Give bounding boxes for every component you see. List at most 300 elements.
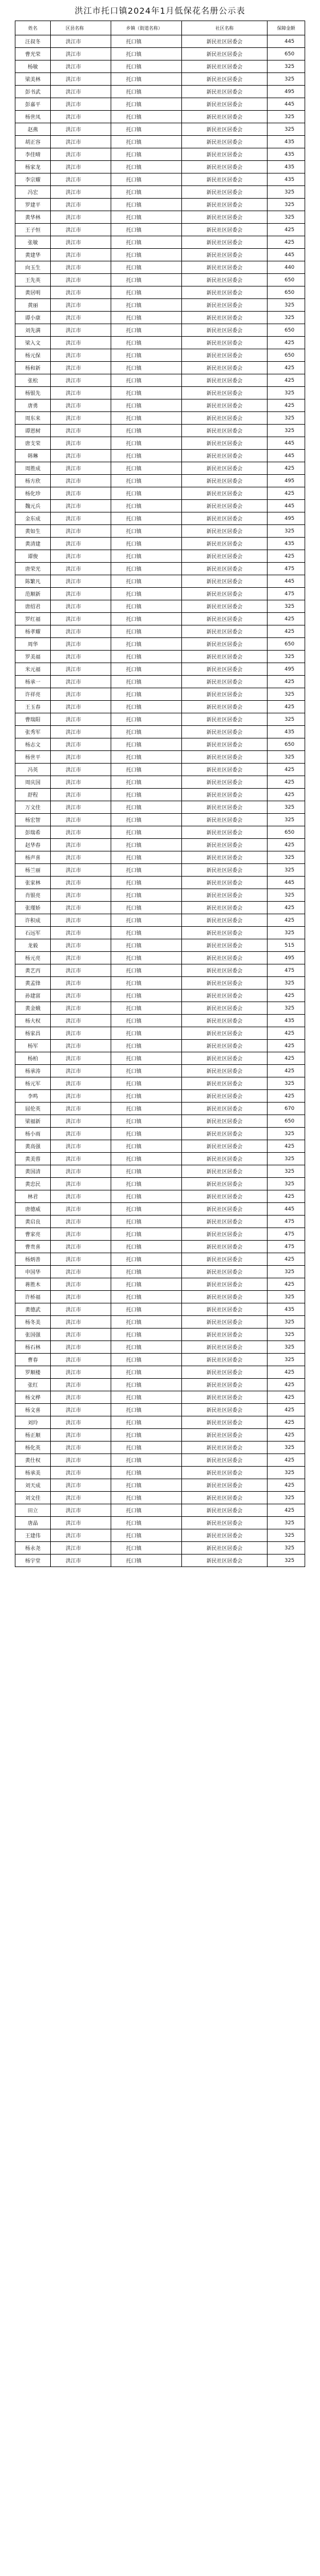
cell-amount: 475 bbox=[268, 964, 305, 977]
table-row bbox=[15, 1316, 305, 1329]
cell-community: 新民社区居委会 bbox=[182, 1429, 268, 1442]
cell-district: 洪江市 bbox=[51, 1555, 111, 1567]
table-row bbox=[15, 1391, 305, 1404]
cell-town: 托口镇 bbox=[111, 1366, 182, 1379]
cell-town: 托口镇 bbox=[111, 1140, 182, 1153]
cell-district: 洪江市 bbox=[51, 613, 111, 625]
cell-name: 周胜成 bbox=[15, 462, 51, 475]
cell-community: 新民社区居委会 bbox=[182, 487, 268, 500]
cell-name: 黄华林 bbox=[15, 211, 51, 224]
cell-town: 托口镇 bbox=[111, 224, 182, 236]
cell-name: 石远军 bbox=[15, 927, 51, 939]
cell-district: 洪江市 bbox=[51, 1140, 111, 1153]
cell-district: 洪江市 bbox=[51, 186, 111, 199]
cell-district: 洪江市 bbox=[51, 525, 111, 538]
cell-amount: 325 bbox=[268, 1165, 305, 1178]
cell-amount: 425 bbox=[268, 399, 305, 412]
table-row bbox=[15, 663, 305, 676]
cell-community: 新民社区居委会 bbox=[182, 801, 268, 814]
cell-community: 新民社区居委会 bbox=[182, 1329, 268, 1341]
header-town: 乡镇（街道名称） bbox=[111, 21, 182, 35]
cell-town: 托口镇 bbox=[111, 663, 182, 676]
cell-community: 新民社区居委会 bbox=[182, 1492, 268, 1504]
cell-community: 新民社区居委会 bbox=[182, 877, 268, 889]
cell-town: 托口镇 bbox=[111, 776, 182, 789]
table-row bbox=[15, 1278, 305, 1291]
cell-name: 李宗耀 bbox=[15, 173, 51, 186]
cell-community: 新民社区居委会 bbox=[182, 789, 268, 801]
table-row bbox=[15, 600, 305, 613]
cell-community: 新民社区居委会 bbox=[182, 1015, 268, 1027]
table-row bbox=[15, 1090, 305, 1103]
cell-amount: 435 bbox=[268, 1015, 305, 1027]
table-row bbox=[15, 161, 305, 173]
cell-town: 托口镇 bbox=[111, 1341, 182, 1354]
cell-name: 杨元保 bbox=[15, 349, 51, 362]
cell-name: 杨承涛 bbox=[15, 1065, 51, 1077]
table-row bbox=[15, 738, 305, 751]
cell-amount: 425 bbox=[268, 1416, 305, 1429]
cell-town: 托口镇 bbox=[111, 1015, 182, 1027]
cell-community: 新民社区居委会 bbox=[182, 1153, 268, 1165]
cell-town: 托口镇 bbox=[111, 1103, 182, 1115]
cell-community: 新民社区居委会 bbox=[182, 952, 268, 964]
table-row bbox=[15, 1115, 305, 1128]
cell-district: 洪江市 bbox=[51, 450, 111, 462]
cell-district: 洪江市 bbox=[51, 412, 111, 425]
cell-amount: 325 bbox=[268, 600, 305, 613]
table-row bbox=[15, 801, 305, 814]
table-row bbox=[15, 851, 305, 864]
header-row bbox=[15, 21, 305, 35]
cell-district: 洪江市 bbox=[51, 462, 111, 475]
cell-name: 冯宏 bbox=[15, 186, 51, 199]
cell-town: 托口镇 bbox=[111, 1404, 182, 1416]
cell-community: 新民社区居委会 bbox=[182, 977, 268, 990]
cell-name: 杨正顺 bbox=[15, 1429, 51, 1442]
cell-district: 洪江市 bbox=[51, 1002, 111, 1015]
cell-community: 新民社区居委会 bbox=[182, 651, 268, 663]
cell-name: 肖银亮 bbox=[15, 889, 51, 902]
cell-town: 托口镇 bbox=[111, 789, 182, 801]
cell-district: 洪江市 bbox=[51, 199, 111, 211]
cell-community: 新民社区居委会 bbox=[182, 1366, 268, 1379]
cell-name: 刘文佳 bbox=[15, 1492, 51, 1504]
table-row bbox=[15, 1379, 305, 1391]
table-row bbox=[15, 713, 305, 726]
cell-town: 托口镇 bbox=[111, 1542, 182, 1555]
cell-amount: 425 bbox=[268, 362, 305, 374]
cell-district: 洪江市 bbox=[51, 851, 111, 864]
cell-amount: 325 bbox=[268, 1291, 305, 1303]
cell-name: 杨冬美 bbox=[15, 1316, 51, 1329]
cell-district: 洪江市 bbox=[51, 362, 111, 374]
cell-name: 曹瑞阳 bbox=[15, 713, 51, 726]
cell-name: 杨世平 bbox=[15, 751, 51, 764]
cell-name: 魏元兵 bbox=[15, 500, 51, 512]
table-row bbox=[15, 60, 305, 73]
cell-community: 新民社区居委会 bbox=[182, 1165, 268, 1178]
cell-town: 托口镇 bbox=[111, 450, 182, 462]
cell-community: 新民社区居委会 bbox=[182, 738, 268, 751]
cell-district: 洪江市 bbox=[51, 952, 111, 964]
cell-town: 托口镇 bbox=[111, 425, 182, 437]
cell-district: 洪江市 bbox=[51, 776, 111, 789]
cell-amount: 445 bbox=[268, 450, 305, 462]
table-row bbox=[15, 1065, 305, 1077]
cell-community: 新民社区居委会 bbox=[182, 437, 268, 450]
cell-town: 托口镇 bbox=[111, 274, 182, 286]
cell-name: 杨银先 bbox=[15, 387, 51, 399]
cell-community: 新民社区居委会 bbox=[182, 1454, 268, 1467]
cell-community: 新民社区居委会 bbox=[182, 1027, 268, 1040]
cell-district: 洪江市 bbox=[51, 1416, 111, 1429]
table-row bbox=[15, 1153, 305, 1165]
cell-district: 洪江市 bbox=[51, 73, 111, 86]
cell-town: 托口镇 bbox=[111, 826, 182, 839]
cell-amount: 325 bbox=[268, 1128, 305, 1140]
cell-community: 新民社区居委会 bbox=[182, 864, 268, 877]
cell-town: 托口镇 bbox=[111, 1178, 182, 1190]
cell-district: 洪江市 bbox=[51, 889, 111, 902]
cell-amount: 425 bbox=[268, 337, 305, 349]
cell-district: 洪江市 bbox=[51, 538, 111, 550]
cell-district: 洪江市 bbox=[51, 663, 111, 676]
cell-community: 新民社区居委会 bbox=[182, 826, 268, 839]
cell-district: 洪江市 bbox=[51, 1354, 111, 1366]
cell-name: 唐德威 bbox=[15, 1203, 51, 1216]
cell-community: 新民社区居委会 bbox=[182, 123, 268, 136]
cell-town: 托口镇 bbox=[111, 1291, 182, 1303]
cell-amount: 650 bbox=[268, 274, 305, 286]
table-row bbox=[15, 1190, 305, 1203]
cell-district: 洪江市 bbox=[51, 1266, 111, 1278]
table-row bbox=[15, 324, 305, 337]
table-row bbox=[15, 1165, 305, 1178]
cell-amount: 425 bbox=[268, 1027, 305, 1040]
table-row bbox=[15, 286, 305, 299]
cell-name: 黄启良 bbox=[15, 1216, 51, 1228]
table-row bbox=[15, 86, 305, 98]
cell-amount: 425 bbox=[268, 990, 305, 1002]
cell-amount: 425 bbox=[268, 1504, 305, 1517]
table-row bbox=[15, 374, 305, 387]
cell-amount: 650 bbox=[268, 738, 305, 751]
cell-district: 洪江市 bbox=[51, 927, 111, 939]
cell-district: 洪江市 bbox=[51, 588, 111, 600]
table-row bbox=[15, 236, 305, 249]
cell-community: 新民社区居委会 bbox=[182, 98, 268, 111]
cell-name: 曹光荣 bbox=[15, 48, 51, 60]
cell-district: 洪江市 bbox=[51, 1216, 111, 1228]
cell-community: 新民社区居委会 bbox=[182, 1504, 268, 1517]
cell-community: 新民社区居委会 bbox=[182, 512, 268, 525]
cell-amount: 325 bbox=[268, 186, 305, 199]
cell-amount: 425 bbox=[268, 1040, 305, 1052]
cell-district: 洪江市 bbox=[51, 638, 111, 651]
cell-district: 洪江市 bbox=[51, 914, 111, 927]
table-row bbox=[15, 550, 305, 563]
cell-district: 洪江市 bbox=[51, 1178, 111, 1190]
table-row bbox=[15, 173, 305, 186]
cell-town: 托口镇 bbox=[111, 1002, 182, 1015]
cell-district: 洪江市 bbox=[51, 1303, 111, 1316]
cell-name: 王建伟 bbox=[15, 1529, 51, 1542]
cell-community: 新民社区居委会 bbox=[182, 324, 268, 337]
cell-community: 新民社区居委会 bbox=[182, 1354, 268, 1366]
cell-name: 杨承一 bbox=[15, 676, 51, 688]
cell-district: 洪江市 bbox=[51, 1027, 111, 1040]
cell-community: 新民社区居委会 bbox=[182, 1203, 268, 1216]
cell-name: 杨文桦 bbox=[15, 1391, 51, 1404]
cell-town: 托口镇 bbox=[111, 1416, 182, 1429]
cell-amount: 425 bbox=[268, 1379, 305, 1391]
cell-community: 新民社区居委会 bbox=[182, 1555, 268, 1567]
cell-name: 杨承美 bbox=[15, 1467, 51, 1479]
cell-name: 黄孟锋 bbox=[15, 977, 51, 990]
cell-amount: 325 bbox=[268, 889, 305, 902]
table-row bbox=[15, 362, 305, 374]
cell-community: 新民社区居委会 bbox=[182, 73, 268, 86]
cell-community: 新民社区居委会 bbox=[182, 1542, 268, 1555]
cell-town: 托口镇 bbox=[111, 525, 182, 538]
cell-amount: 325 bbox=[268, 1002, 305, 1015]
cell-community: 新民社区居委会 bbox=[182, 588, 268, 600]
table-row bbox=[15, 224, 305, 236]
cell-town: 托口镇 bbox=[111, 1391, 182, 1404]
cell-amount: 650 bbox=[268, 1115, 305, 1128]
table-row bbox=[15, 676, 305, 688]
cell-name: 蒋胜木 bbox=[15, 1278, 51, 1291]
table-row bbox=[15, 651, 305, 663]
table-row bbox=[15, 399, 305, 412]
cell-district: 洪江市 bbox=[51, 1228, 111, 1241]
cell-community: 新民社区居委会 bbox=[182, 1316, 268, 1329]
cell-town: 托口镇 bbox=[111, 324, 182, 337]
cell-town: 托口镇 bbox=[111, 964, 182, 977]
cell-amount: 445 bbox=[268, 575, 305, 588]
cell-name: 杨文喜 bbox=[15, 1404, 51, 1416]
cell-name: 黄金娥 bbox=[15, 1002, 51, 1015]
cell-town: 托口镇 bbox=[111, 864, 182, 877]
cell-town: 托口镇 bbox=[111, 199, 182, 211]
cell-amount: 445 bbox=[268, 35, 305, 48]
header-amount: 保障金额 bbox=[268, 21, 305, 35]
cell-district: 洪江市 bbox=[51, 161, 111, 173]
table-row bbox=[15, 1002, 305, 1015]
cell-town: 托口镇 bbox=[111, 902, 182, 914]
cell-community: 新民社区居委会 bbox=[182, 1140, 268, 1153]
cell-district: 洪江市 bbox=[51, 651, 111, 663]
cell-town: 托口镇 bbox=[111, 814, 182, 826]
cell-district: 洪江市 bbox=[51, 1467, 111, 1479]
cell-amount: 515 bbox=[268, 939, 305, 952]
cell-community: 新民社区居委会 bbox=[182, 676, 268, 688]
cell-amount: 425 bbox=[268, 1366, 305, 1379]
cell-town: 托口镇 bbox=[111, 563, 182, 575]
table-row bbox=[15, 839, 305, 851]
table-row bbox=[15, 613, 305, 625]
table-row bbox=[15, 111, 305, 123]
cell-amount: 495 bbox=[268, 663, 305, 676]
cell-town: 托口镇 bbox=[111, 412, 182, 425]
table-row bbox=[15, 990, 305, 1002]
cell-town: 托口镇 bbox=[111, 186, 182, 199]
cell-name: 张松 bbox=[15, 374, 51, 387]
cell-amount: 325 bbox=[268, 111, 305, 123]
table-row bbox=[15, 751, 305, 764]
cell-town: 托口镇 bbox=[111, 1266, 182, 1278]
cell-amount: 445 bbox=[268, 437, 305, 450]
cell-amount: 425 bbox=[268, 462, 305, 475]
cell-name: 孙建富 bbox=[15, 990, 51, 1002]
cell-community: 新民社区居委会 bbox=[182, 1479, 268, 1492]
cell-amount: 425 bbox=[268, 613, 305, 625]
cell-amount: 325 bbox=[268, 1077, 305, 1090]
table-row bbox=[15, 98, 305, 111]
cell-name: 梁入文 bbox=[15, 337, 51, 349]
cell-district: 洪江市 bbox=[51, 625, 111, 638]
cell-town: 托口镇 bbox=[111, 487, 182, 500]
cell-district: 洪江市 bbox=[51, 1241, 111, 1253]
cell-name: 周华 bbox=[15, 638, 51, 651]
cell-name: 冯英 bbox=[15, 764, 51, 776]
cell-district: 洪江市 bbox=[51, 1291, 111, 1303]
cell-town: 托口镇 bbox=[111, 1128, 182, 1140]
table-row bbox=[15, 1354, 305, 1366]
cell-amount: 650 bbox=[268, 48, 305, 60]
table-row bbox=[15, 701, 305, 713]
header-name: 姓名 bbox=[15, 21, 51, 35]
cell-amount: 325 bbox=[268, 1178, 305, 1190]
cell-community: 新民社区居委会 bbox=[182, 387, 268, 399]
cell-name: 杨敏 bbox=[15, 60, 51, 73]
cell-amount: 425 bbox=[268, 1479, 305, 1492]
cell-amount: 650 bbox=[268, 638, 305, 651]
cell-amount: 325 bbox=[268, 299, 305, 312]
cell-district: 洪江市 bbox=[51, 399, 111, 412]
cell-name: 杨家龙 bbox=[15, 161, 51, 173]
table-row bbox=[15, 186, 305, 199]
table-row bbox=[15, 977, 305, 990]
cell-amount: 325 bbox=[268, 1329, 305, 1341]
cell-town: 托口镇 bbox=[111, 1065, 182, 1077]
table-row bbox=[15, 337, 305, 349]
cell-town: 托口镇 bbox=[111, 73, 182, 86]
cell-amount: 425 bbox=[268, 902, 305, 914]
cell-amount: 425 bbox=[268, 1429, 305, 1442]
cell-town: 托口镇 bbox=[111, 588, 182, 600]
cell-name: 杨家昌 bbox=[15, 1027, 51, 1040]
cell-district: 洪江市 bbox=[51, 1115, 111, 1128]
cell-district: 洪江市 bbox=[51, 1504, 111, 1517]
cell-community: 新民社区居委会 bbox=[182, 525, 268, 538]
cell-town: 托口镇 bbox=[111, 1442, 182, 1454]
cell-district: 洪江市 bbox=[51, 1454, 111, 1467]
cell-name: 韩琳 bbox=[15, 450, 51, 462]
cell-community: 新民社区居委会 bbox=[182, 1090, 268, 1103]
cell-community: 新民社区居委会 bbox=[182, 1303, 268, 1316]
cell-name: 杨宇堂 bbox=[15, 1555, 51, 1567]
cell-community: 新民社区居委会 bbox=[182, 701, 268, 713]
cell-community: 新民社区居委会 bbox=[182, 1341, 268, 1354]
cell-amount: 325 bbox=[268, 1529, 305, 1542]
cell-community: 新民社区居委会 bbox=[182, 1467, 268, 1479]
cell-amount: 325 bbox=[268, 1542, 305, 1555]
cell-district: 洪江市 bbox=[51, 1341, 111, 1354]
table-row bbox=[15, 1216, 305, 1228]
table-row bbox=[15, 1027, 305, 1040]
cell-community: 新民社区居委会 bbox=[182, 186, 268, 199]
cell-community: 新民社区居委会 bbox=[182, 902, 268, 914]
cell-community: 新民社区居委会 bbox=[182, 362, 268, 374]
cell-amount: 325 bbox=[268, 688, 305, 701]
cell-name: 周庆国 bbox=[15, 776, 51, 789]
cell-town: 托口镇 bbox=[111, 312, 182, 324]
table-row bbox=[15, 538, 305, 550]
cell-community: 新民社区居委会 bbox=[182, 964, 268, 977]
cell-town: 托口镇 bbox=[111, 538, 182, 550]
table-row bbox=[15, 35, 305, 48]
cell-community: 新民社区居委会 bbox=[182, 500, 268, 512]
cell-name: 赵华春 bbox=[15, 839, 51, 851]
cell-amount: 325 bbox=[268, 387, 305, 399]
cell-district: 洪江市 bbox=[51, 487, 111, 500]
cell-name: 曹家亮 bbox=[15, 1228, 51, 1241]
cell-district: 洪江市 bbox=[51, 563, 111, 575]
cell-town: 托口镇 bbox=[111, 575, 182, 588]
cell-community: 新民社区居委会 bbox=[182, 776, 268, 789]
cell-town: 托口镇 bbox=[111, 613, 182, 625]
cell-town: 托口镇 bbox=[111, 286, 182, 299]
cell-community: 新民社区居委会 bbox=[182, 211, 268, 224]
cell-district: 洪江市 bbox=[51, 1077, 111, 1090]
table-row bbox=[15, 1429, 305, 1442]
cell-community: 新民社区居委会 bbox=[182, 1517, 268, 1529]
cell-amount: 475 bbox=[268, 563, 305, 575]
cell-community: 新民社区居委会 bbox=[182, 1442, 268, 1454]
cell-town: 托口镇 bbox=[111, 1479, 182, 1492]
cell-amount: 435 bbox=[268, 173, 305, 186]
table-row bbox=[15, 123, 305, 136]
cell-town: 托口镇 bbox=[111, 688, 182, 701]
cell-district: 洪江市 bbox=[51, 1015, 111, 1027]
table-row bbox=[15, 789, 305, 801]
cell-town: 托口镇 bbox=[111, 651, 182, 663]
cell-amount: 425 bbox=[268, 789, 305, 801]
cell-name: 胡正容 bbox=[15, 136, 51, 148]
cell-district: 洪江市 bbox=[51, 60, 111, 73]
cell-name: 周东来 bbox=[15, 412, 51, 425]
table-row bbox=[15, 299, 305, 312]
cell-district: 洪江市 bbox=[51, 475, 111, 487]
cell-community: 新民社区居委会 bbox=[182, 86, 268, 98]
cell-district: 洪江市 bbox=[51, 939, 111, 952]
cell-amount: 650 bbox=[268, 324, 305, 337]
cell-amount: 325 bbox=[268, 425, 305, 437]
cell-town: 托口镇 bbox=[111, 638, 182, 651]
cell-town: 托口镇 bbox=[111, 550, 182, 563]
cell-amount: 325 bbox=[268, 73, 305, 86]
cell-community: 新民社区居委会 bbox=[182, 1216, 268, 1228]
cell-town: 托口镇 bbox=[111, 86, 182, 98]
cell-district: 洪江市 bbox=[51, 688, 111, 701]
table-row bbox=[15, 1203, 305, 1216]
cell-town: 托口镇 bbox=[111, 738, 182, 751]
cell-district: 洪江市 bbox=[51, 990, 111, 1002]
cell-community: 新民社区居委会 bbox=[182, 764, 268, 776]
cell-district: 洪江市 bbox=[51, 261, 111, 274]
